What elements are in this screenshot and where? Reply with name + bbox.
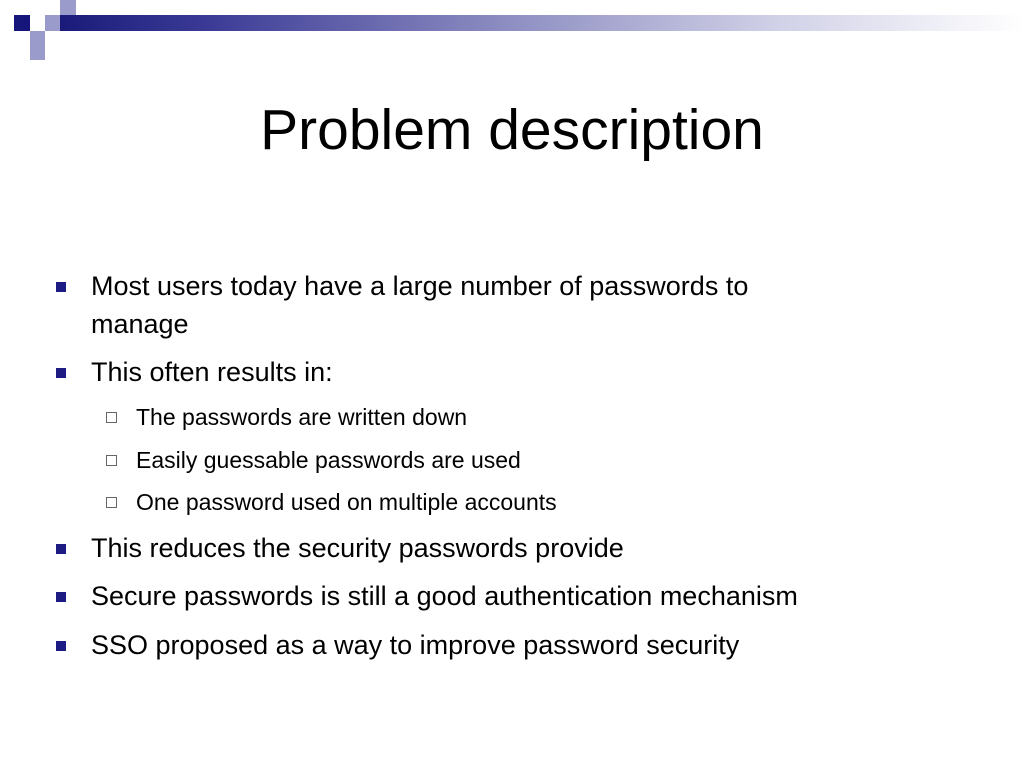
square-bullet-icon	[56, 592, 66, 602]
decorative-square	[60, 0, 76, 15]
square-bullet-icon	[56, 282, 66, 292]
header-gradient-bar	[60, 15, 1024, 31]
list-item	[91, 267, 951, 343]
sub-list-item	[136, 487, 956, 517]
sub-list-item	[136, 402, 956, 432]
decorative-square	[14, 15, 30, 31]
slide-title: Problem description	[260, 98, 764, 162]
list-item	[91, 626, 951, 664]
header-decoration	[0, 0, 1024, 60]
decorative-square	[45, 31, 60, 46]
list-item-text: SSO proposed as a way to improve password security	[91, 630, 740, 660]
hollow-square-bullet-icon	[106, 412, 117, 423]
sub-list-item-text: One password used on multiple accounts	[136, 489, 557, 515]
list-item-text: manage	[91, 309, 189, 339]
decorative-square	[30, 46, 45, 60]
decorative-square	[30, 15, 45, 31]
sub-list-item	[136, 445, 956, 475]
decorative-square	[45, 15, 60, 31]
list-item-text: Secure passwords is still a good authentication mechanism	[91, 581, 798, 611]
square-bullet-icon	[56, 544, 66, 554]
sub-list-item-text: Easily guessable passwords are used	[136, 447, 521, 473]
square-bullet-icon	[56, 368, 66, 378]
list-item-text: This often results in:	[91, 357, 333, 387]
decorative-square	[30, 31, 45, 46]
list-item-text: This reduces the security passwords provide	[91, 533, 624, 563]
list-item-text: Most users today have a large number of passwords to	[91, 271, 749, 301]
list-item	[91, 577, 951, 615]
list-item	[91, 529, 951, 567]
list-item	[91, 353, 951, 391]
hollow-square-bullet-icon	[106, 497, 117, 508]
square-bullet-icon	[56, 641, 66, 651]
sub-list-item-text: The passwords are written down	[136, 404, 468, 430]
hollow-square-bullet-icon	[106, 455, 117, 466]
